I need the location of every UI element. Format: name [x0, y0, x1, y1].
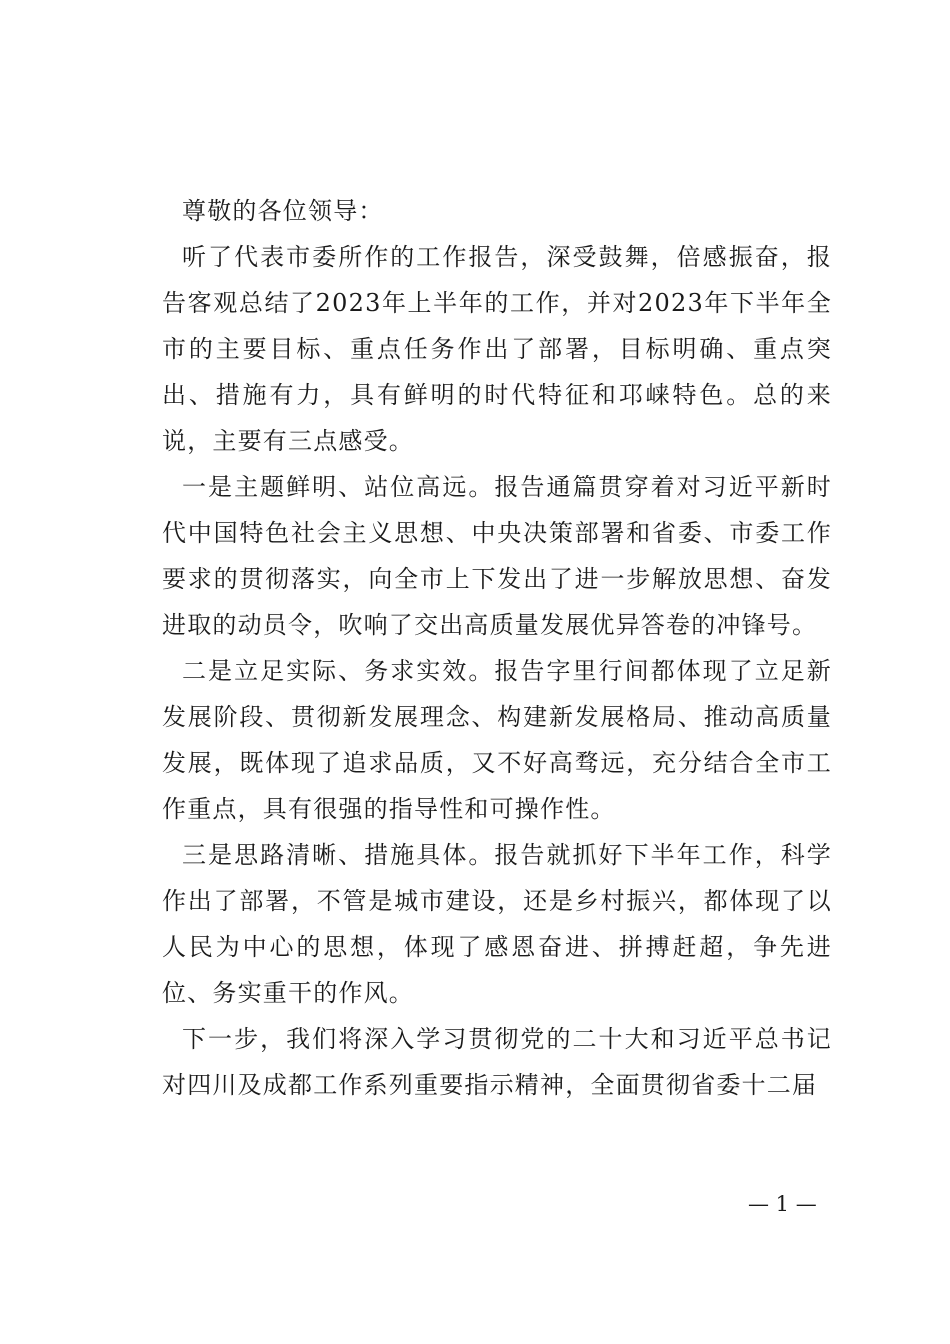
paragraph-next-steps: 下一步，我们将深入学习贯彻党的二十大和习近平总书记对四川及成都工作系列重要指示精神，全面贯彻省委十二届	[162, 1025, 832, 1099]
page-number: — 1 —	[748, 1192, 817, 1216]
paragraph-point-three: 三是思路清晰、措施具体。报告就抓好下半年工作，科学作出了部署，不管是城市建设，还是乡村振兴，都体现了以人民为中心的思想，体现了感恩奋进、拼搏赶超，争先进位、务实重干的作风。	[162, 841, 832, 1007]
paragraph-point-two: 二是立足实际、务求实效。报告字里行间都体现了立足新发展阶段、贯彻新发展理念、构建新发展格局、推动高质量发展，既体现了追求品质，又不好高骛远，充分结合全市工作重点，具有很强的指导性和可操作性。	[162, 657, 832, 823]
paragraph-point-one: 一是主题鲜明、站位高远。报告通篇贯穿着对习近平新时代中国特色社会主义思想、中央决策部署和省委、市委工作要求的贯彻落实，向全市上下发出了进一步解放思想、奋发进取的动员令，吹响了交出高质量发展优异答卷的冲锋号。	[162, 473, 832, 639]
document-body	[162, 188, 832, 1108]
paragraph-intro: 听了代表市委所作的工作报告，深受鼓舞，倍感振奋，报告客观总结了2023年上半年的工作，并对2023年下半年全市的主要目标、重点任务作出了部署，目标明确、重点突出、措施有力，具有鲜明的时代特征和邛崃特色。总的来说，主要有三点感受。	[162, 243, 832, 455]
salutation: 尊敬的各位领导：	[182, 197, 384, 225]
